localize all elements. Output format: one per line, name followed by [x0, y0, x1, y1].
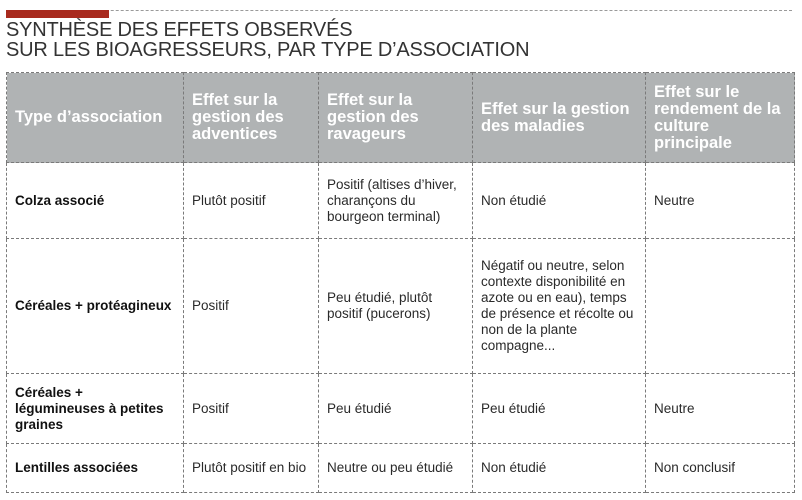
- column-header-adventices: Effet sur la gestion des adventices: [184, 73, 319, 163]
- cell-adventices: Positif: [184, 239, 319, 374]
- accent-bar: [6, 10, 109, 18]
- cell-maladies: Peu étudié: [473, 374, 646, 444]
- column-header-rendement: Effet sur le rendement de la culture principale: [646, 73, 795, 163]
- cell-rendement: [646, 239, 795, 374]
- table-row: [7, 374, 795, 444]
- cell-rendement: Non conclusif: [646, 444, 795, 493]
- table-header-row: [7, 73, 795, 163]
- title-line-2: SUR LES BIOAGRESSEURS, PAR TYPE D’ASSOCIATION: [6, 39, 530, 61]
- cell-type: Lentilles associées: [7, 444, 184, 493]
- cell-type: Colza associé: [7, 163, 184, 239]
- cell-adventices: Plutôt positif en bio: [184, 444, 319, 493]
- cell-adventices: Positif: [184, 374, 319, 444]
- table-row: [7, 239, 795, 374]
- cell-maladies: Non étudié: [473, 444, 646, 493]
- cell-maladies: Négatif ou neutre, selon contexte disponibilité en azote ou en eau), temps de présence et récolte ou non de la plante compagne...: [473, 239, 646, 374]
- cell-rendement: Neutre: [646, 163, 795, 239]
- table-row: [7, 444, 795, 493]
- cell-ravageurs: Positif (altises d’hiver, charançons du bourgeon terminal): [319, 163, 473, 239]
- column-header-maladies: Effet sur la gestion des maladies: [473, 73, 646, 163]
- table-row: [7, 163, 795, 239]
- cell-rendement: Neutre: [646, 374, 795, 444]
- cell-ravageurs: Peu étudié: [319, 374, 473, 444]
- column-header-type: Type d’association: [7, 73, 184, 163]
- top-dashed-rule: [6, 10, 792, 11]
- title-line-1: SYNTHÈSE DES EFFETS OBSERVÉS: [6, 19, 353, 41]
- page-title: [6, 20, 529, 60]
- cell-ravageurs: Peu étudié, plutôt positif (pucerons): [319, 239, 473, 374]
- cell-maladies: Non étudié: [473, 163, 646, 239]
- effects-table: [6, 72, 795, 493]
- column-header-ravageurs: Effet sur la gestion des ravageurs: [319, 73, 473, 163]
- cell-adventices: Plutôt positif: [184, 163, 319, 239]
- cell-ravageurs: Neutre ou peu étudié: [319, 444, 473, 493]
- cell-type: Céréales + protéagineux: [7, 239, 184, 374]
- cell-type: Céréales + légumineuses à petites graines: [7, 374, 184, 444]
